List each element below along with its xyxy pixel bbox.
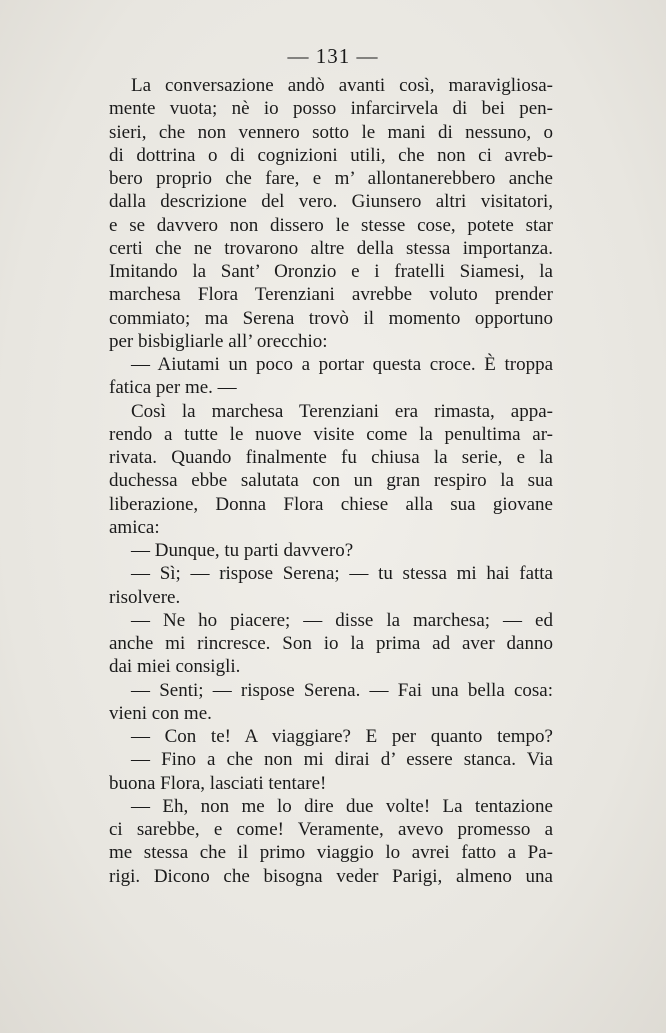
text-line: rendo a tutte le nuove visite come la penultima ar- — [109, 423, 553, 445]
text-line: — Senti; — rispose Serena. — Fai una bella cosa: — [131, 679, 553, 701]
text-line: rivata. Quando finalmente fu chiusa la serie, e la — [109, 447, 553, 468]
text-line: rigi. Dicono che bisogna veder Parigi, almeno una — [109, 865, 553, 887]
text-line: La conversazione andò avanti così, maravigliosa- — [131, 75, 553, 96]
text-line: ci sarebbe, e come! Veramente, avevo promesso a — [109, 819, 553, 840]
text-line: fatica per me. — — [109, 377, 237, 399]
text-line: — Aiutami un poco a portar questa croce. È troppa — [131, 354, 553, 375]
text-line: Così la marchesa Terenziani era rimasta, appa- — [131, 400, 553, 422]
text-line: sieri, che non vennero sotto le mani di nessuno, o — [109, 121, 553, 143]
text-line: per bisbigliarle all’ orecchio: — [109, 330, 328, 352]
text-line: buona Flora, lasciati tentare! — [109, 772, 327, 794]
text-line: liberazione, Donna Flora chiese alla sua giovane — [109, 493, 553, 515]
text-line: — Con te! A viaggiare? E per quanto tempo? — [131, 726, 553, 747]
text-line: commiato; ma Serena trovò il momento opportuno — [109, 307, 553, 329]
text-line: — Dunque, tu parti davvero? — [131, 540, 354, 561]
text-line: e se davvero non dissero le stesse cose, potete star — [109, 214, 553, 236]
text-line: Imitando la Sant’ Oronzio e i fratelli Siamesi, la — [109, 261, 553, 282]
text-line: dalla descrizione del vero. Giunsero altri visitatori, — [109, 191, 553, 213]
text-line: di dottrina o di cognizioni utili, che non ci avreb- — [109, 144, 553, 166]
text-line: — Sì; — rispose Serena; — tu stessa mi hai fatta — [131, 563, 553, 585]
text-line: duchessa ebbe salutata con un gran respiro la sua — [109, 470, 553, 492]
text-line: marchesa Flora Terenziani avrebbe voluto prender — [109, 284, 553, 306]
text-line: dai miei consigli. — [109, 656, 241, 678]
text-line: bero proprio che fare, e m’ allontanerebbero anche — [109, 168, 553, 189]
text-line: anche mi rincresce. Son io la prima ad aver danno — [109, 633, 553, 654]
body-text — [109, 74, 553, 888]
text-line: mente vuota; nè io posso infarcirvela di bei pen- — [109, 98, 553, 120]
page-number: — 131 — — [287, 44, 379, 68]
text-line: amica: — [109, 516, 160, 538]
text-line: me stessa che il primo viaggio lo avrei fatto a Pa- — [109, 842, 553, 864]
text-line: — Ne ho piacere; — disse la marchesa; — ed — [131, 609, 553, 631]
text-line: certi che ne trovarono altre della stessa importanza. — [109, 237, 553, 259]
text-line: vieni con me. — [109, 702, 212, 724]
text-line: — Eh, non me lo dire due volte! La tentazione — [131, 795, 553, 817]
text-line: risolvere. — [109, 586, 181, 608]
text-line: — Fino a che non mi dirai d’ essere stanca. Via — [131, 749, 553, 771]
